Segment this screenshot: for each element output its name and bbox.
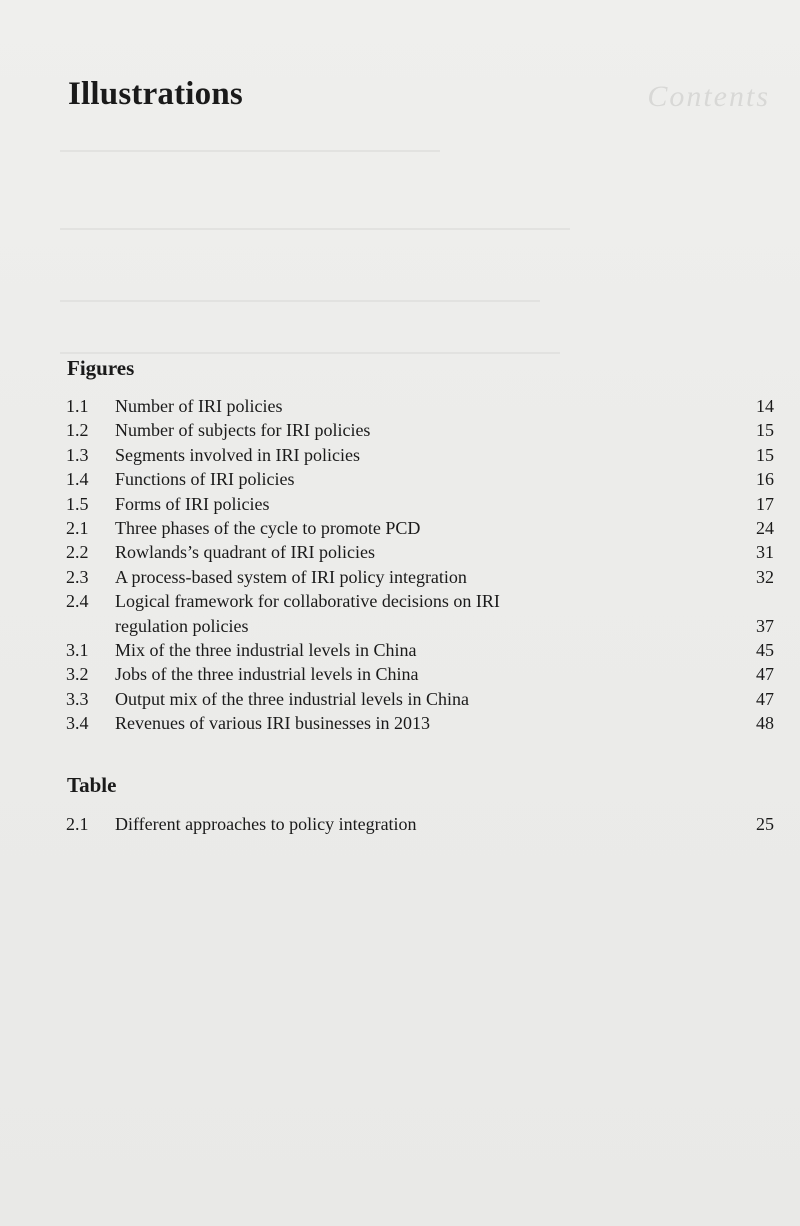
figure-number: 2.2: [66, 542, 89, 563]
figure-entry: [66, 565, 774, 589]
figure-entry: [66, 589, 774, 638]
figure-page: 45: [756, 639, 774, 660]
figure-entry: [66, 418, 774, 442]
figure-page: 14: [756, 396, 774, 416]
figure-title: Mix of the three industrial levels in China: [115, 639, 417, 660]
figure-number: 2.3: [66, 566, 89, 587]
figure-entry: [66, 540, 774, 564]
figure-page: 16: [756, 469, 774, 490]
figure-page: 47: [756, 664, 774, 685]
figure-title: Output mix of the three industrial levels in China: [115, 688, 469, 709]
figure-page: 15: [756, 444, 774, 465]
table-page: 25: [756, 814, 774, 834]
figure-entry: [66, 662, 774, 686]
figure-number: 3.4: [66, 713, 89, 734]
figure-number: 3.3: [66, 688, 89, 709]
table-number: 2.1: [66, 814, 89, 834]
figure-page: 31: [756, 542, 774, 563]
figure-number: 1.5: [66, 493, 89, 514]
figure-title: Number of subjects for IRI policies: [115, 420, 371, 441]
table-title: Different approaches to policy integration: [115, 814, 417, 834]
figure-number: 1.1: [66, 396, 89, 416]
figure-number: 3.2: [66, 664, 89, 685]
figure-entry: [66, 467, 774, 491]
bleed-through-contents: Contents: [647, 80, 770, 113]
figure-entry: [66, 492, 774, 516]
figure-entry: [66, 516, 774, 540]
figure-title: Logical framework for collaborative decisions on IRI regulation policies: [115, 591, 500, 636]
figure-page: 47: [756, 688, 774, 709]
figure-entry: [66, 443, 774, 467]
figure-number: 2.4: [66, 591, 89, 612]
figure-page: 15: [756, 420, 774, 441]
figure-number: 2.1: [66, 517, 89, 538]
table-heading: Table: [67, 773, 117, 797]
table-entry: [66, 812, 774, 836]
figure-entry: [66, 711, 774, 735]
figure-number: 3.1: [66, 639, 89, 660]
figure-title: Rowlands’s quadrant of IRI policies: [115, 542, 375, 563]
tables-list: [66, 812, 774, 836]
figure-number: 1.2: [66, 420, 89, 441]
bleed-through-line: [60, 300, 540, 302]
page-title: Illustrations: [68, 76, 243, 112]
figure-title: Jobs of the three industrial levels in China: [115, 664, 419, 685]
figure-title: A process-based system of IRI policy integration: [115, 566, 467, 587]
bleed-through-line: [60, 150, 440, 152]
figure-title: Segments involved in IRI policies: [115, 444, 360, 465]
figure-page: 37: [756, 615, 774, 636]
bleed-through-line: [60, 352, 560, 354]
figure-entry: [66, 638, 774, 662]
figure-entry: [66, 687, 774, 711]
figures-heading: Figures: [67, 356, 135, 380]
figure-page: 48: [756, 713, 774, 734]
figures-list: [66, 394, 774, 735]
figure-number: 1.3: [66, 444, 89, 465]
figure-title: Revenues of various IRI businesses in 2013: [115, 713, 430, 734]
figure-title: Forms of IRI policies: [115, 493, 270, 514]
bleed-through-line: [60, 228, 570, 230]
figure-page: 24: [756, 517, 774, 538]
figure-title: Number of IRI policies: [115, 396, 283, 416]
figure-entry: [66, 394, 774, 418]
figure-number: 1.4: [66, 469, 89, 490]
figure-page: 17: [756, 493, 774, 514]
figure-title: Three phases of the cycle to promote PCD: [115, 517, 421, 538]
figure-page: 32: [756, 566, 774, 587]
figure-title: Functions of IRI policies: [115, 469, 295, 490]
